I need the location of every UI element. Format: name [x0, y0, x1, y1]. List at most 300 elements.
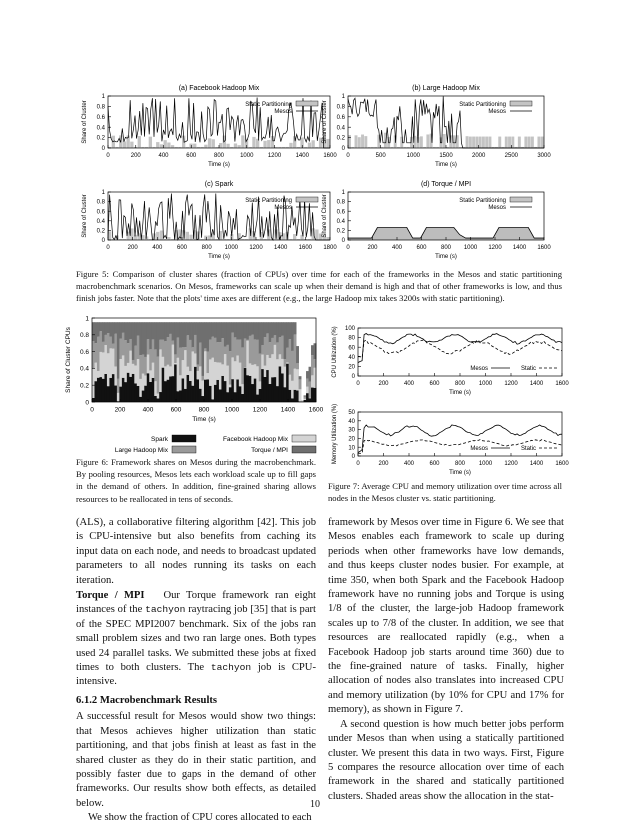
fig6-area-segment [294, 390, 297, 402]
fig6-area-segment [251, 365, 254, 384]
fig6-area-segment [306, 379, 309, 387]
fig5-panel-2-xtick-label: 3000 [537, 153, 551, 159]
fig7-cpu-axes [332, 326, 569, 396]
fig6-area-segment [274, 345, 277, 377]
fig5-panel-1-static-bar [164, 140, 167, 148]
fig6-area-segment [261, 369, 264, 402]
fig6-area-segment [92, 341, 95, 368]
fig6-area-segment [189, 371, 192, 381]
fig5-panel-2-ytick-label: 1 [341, 94, 345, 101]
fig5-panel-2-static-bar [358, 137, 361, 148]
fig6-area-segment [216, 322, 219, 342]
fig6-area-segment [216, 342, 219, 362]
fig6-area-segment [139, 397, 142, 402]
fig6-area-segment [169, 334, 172, 366]
fig5-panel-2-xtick-label: 500 [375, 153, 386, 159]
figure-6-caption: Figure 6: Framework shares on Mesos during the macrobenchmark. By pooling resources, Mesos lets each workload scale up to fill gaps in the demand of others. In addition, fine-grained sharing allows resources to be reallocated in tens of seconds. [76, 457, 316, 504]
fig6-area-segment [294, 334, 297, 368]
fig6-xtick-label: 600 [170, 406, 182, 414]
fig7-mem-ytick-label: 0 [351, 454, 355, 461]
fig7-cpu-xtick-label: 1600 [555, 381, 569, 387]
fig6-area-segment [122, 355, 125, 377]
fig6-area-segment [192, 386, 195, 402]
fig6-area-segment [97, 378, 100, 402]
fig6-ytick-label: 0.6 [79, 348, 89, 356]
fig6-area-segment [114, 386, 117, 402]
fig6-xtick-label: 1200 [252, 406, 268, 414]
fig5-panel-3-title: (c) Spark [204, 181, 234, 188]
fig6-area-segment [246, 375, 249, 402]
fig5-panel-1-xtick-label: 1200 [267, 153, 282, 159]
fig6-area-segment [236, 379, 239, 402]
fig6-area-segment [289, 322, 292, 339]
fig6-area-segment [234, 361, 237, 392]
fig5-panel-2-xtick-label: 0 [346, 153, 350, 159]
fig6-area-segment [177, 337, 180, 357]
fig6-area-segment [254, 339, 257, 364]
fig5-panel-3-static-bar [167, 237, 170, 240]
fig6-area-segment [172, 345, 175, 377]
fig5-panel-3-ytick-label: 0.4 [96, 218, 105, 225]
fig5-panel-1-xlabel: Time (s) [208, 162, 230, 168]
fig7-mem-ylabel: Memory Utilization (%) [332, 403, 338, 465]
fig6-area-segment [154, 381, 157, 396]
fig6-area-segment [194, 322, 197, 335]
fig6-area-segment [149, 322, 152, 349]
fig6-area-segment [249, 363, 252, 375]
fig6-area-segment [271, 354, 274, 377]
fig6-area-segment [271, 338, 274, 354]
fig6-area-segment [219, 322, 222, 342]
fig6-area-segment [214, 385, 217, 402]
fig6-area-segment [117, 393, 120, 401]
fig5-panel-2-ytick-label: 0.8 [336, 104, 345, 111]
fig7-mem-legend-static: Static [520, 446, 536, 452]
fig7-mem-legend-mesos: Mesos [470, 446, 488, 452]
fig6-area-segment [299, 376, 302, 379]
fig6-area-segment [254, 364, 257, 378]
paragraph-results: A successful result for Mesos would show two things: that Mesos achieves higher utilization than static partitioning, and that jobs finish at least as fast in the shared cluster as they do in their static partition, and possibly faster due to gaps in the demand of other frameworks. Our results show both effects, as detailed below. [76, 711, 316, 809]
fig6-area-segment [199, 343, 202, 367]
fig6-area-segment [276, 342, 279, 359]
fig6-area-segment [169, 366, 172, 376]
fig6-area-segment [256, 340, 259, 366]
fig5-panel-1-static-bar [171, 145, 174, 148]
fig6-area-segment [229, 387, 232, 402]
fig6-area-segment [179, 322, 182, 347]
fig6-area-segment [229, 322, 232, 351]
fig7-cpu-xtick-label: 400 [403, 381, 415, 387]
fig6-area-segment [152, 363, 155, 378]
fig5-panel-1-static-bar [212, 139, 215, 148]
fig5-panel-4-ylabel: Share of Cluster [322, 194, 328, 238]
fig6-area-segment [289, 339, 292, 375]
fig6-area-segment [279, 337, 282, 354]
fig6-area-segment [119, 322, 122, 338]
fig6-area-segment [119, 339, 122, 359]
fig5-panel-1-static-bar [226, 144, 229, 148]
fig6-area-segment [219, 342, 222, 362]
fig6-area-segment [276, 386, 279, 402]
fig6-area-segment [296, 369, 299, 390]
fig6-xlabel: Time (s) [192, 416, 216, 423]
fig6-xtick-label: 200 [114, 406, 126, 414]
fig6-area-segment [129, 351, 132, 377]
fig6-legend-fb-swatch [292, 435, 316, 442]
fig5-panel-4-xtick-label: 0 [346, 245, 350, 251]
fig6-area-segment [239, 340, 242, 363]
fig7-cpu-xtick-label: 0 [356, 381, 360, 387]
fig6-area-segment [172, 322, 175, 340]
fig6-area-segment [162, 340, 165, 357]
fig6-area-segment [114, 366, 117, 385]
fig5-panel-4-xtick-label: 600 [416, 245, 427, 251]
fig5-panel-1-xtick-label: 1400 [295, 153, 309, 159]
figure-5 [62, 76, 562, 266]
fig6-area-segment [99, 322, 102, 331]
fig5-panel-2-ytick-label: 0.6 [336, 114, 345, 121]
fig5-panel-1-xtick-label: 800 [213, 153, 225, 159]
fig5-panel-3-ytick-label: 0.2 [96, 228, 105, 235]
section-heading: 6.1.2 Macrobenchmark Results [76, 694, 218, 706]
fig5-panel-1-static-bar [123, 141, 126, 148]
fig6-area-segment [129, 339, 132, 351]
fig6-area-segment [184, 389, 187, 402]
fig6-legend-spark-swatch [172, 435, 196, 442]
fig6-area-segment [311, 345, 314, 355]
fig6-area-segment [107, 386, 110, 402]
fig6-area-segment [139, 355, 142, 379]
fig5-panel-3-static-bar [134, 235, 137, 240]
fig6-area-segment [261, 322, 264, 345]
fig6-area-segment [142, 391, 145, 402]
fig5-panel-1-static-bar [263, 141, 266, 148]
torque-text-a: Our Torque framework ran eight instances of the [76, 590, 316, 616]
fig6-area-segment [304, 397, 307, 399]
fig5-panel-2-static-bar [531, 137, 534, 148]
fig6-area-segment [291, 322, 294, 351]
fig6-area-segment [209, 322, 212, 339]
fig6-area-segment [104, 322, 107, 335]
fig5-panel-4-legend-mesos: Mesos [488, 205, 506, 211]
fig6-area-segment [199, 322, 202, 342]
fig6-area-segment [169, 322, 172, 334]
fig5-panel-3-series [108, 194, 330, 241]
fig6-area-segment [97, 322, 100, 337]
fig5-panel-2-static-bar [479, 137, 482, 148]
fig6-area-segment [94, 322, 97, 343]
fig6-area-segment [216, 380, 219, 402]
fig6-area-segment [224, 347, 227, 355]
fig7-cpu-xtick-label: 1200 [504, 381, 518, 387]
fig6-area-segment [206, 352, 209, 373]
fig6-area-segment [157, 394, 160, 399]
fig5-panel-2-static-bar [541, 137, 544, 148]
figure-6-plot [62, 310, 324, 460]
fig6-area-segment [286, 348, 289, 363]
fig7-cpu-xlabel: Time (s) [449, 390, 471, 396]
fig6-area-segment [152, 322, 155, 339]
fig6-area-segment [244, 322, 247, 338]
fig6-area-segment [194, 335, 197, 354]
fig6-area-segment [244, 338, 247, 367]
fig5-panel-3-static-bar [189, 235, 192, 240]
fig6-area-segment [132, 360, 135, 364]
fig5-panel-4-ytick-label: 0.2 [336, 228, 345, 235]
fig7-mem-ytick-label: 50 [348, 410, 355, 417]
fig6-area-segment [137, 336, 140, 359]
fig6-legend-spark: Spark [151, 436, 168, 443]
fig6-area-segment [142, 322, 145, 354]
fig6-ytick-label: 0.2 [79, 382, 89, 390]
fig5-panel-3-legend-mesos: Mesos [274, 205, 292, 211]
fig6-area-segment [184, 322, 187, 347]
fig5-panel-2-xlabel: Time (s) [435, 162, 457, 168]
fig6-area-segment [209, 340, 212, 360]
fig5-panel-2-static-bar [482, 137, 485, 148]
fig6-area-segment [276, 322, 279, 342]
fig5-panel-3-ytick-label: 0.6 [96, 209, 105, 216]
fig6-area-segment [157, 398, 160, 402]
fig5-panel-3-static-bar [293, 234, 296, 240]
fig6-area-segment [241, 394, 244, 402]
fig7-cpu-xtick-label: 1400 [529, 381, 544, 387]
fig5-panel-2-static-bar [426, 134, 429, 148]
page-number: 10 [310, 799, 320, 810]
fig6-area-segment [127, 373, 130, 402]
fig6-area-segment [182, 322, 185, 347]
fig6-area-segment [159, 322, 162, 340]
fig6-area-segment [147, 373, 150, 402]
code-tachyon-2: tachyon [210, 662, 252, 674]
fig6-area-segment [114, 322, 117, 334]
fig6-area-segment [122, 322, 125, 333]
fig6-area-segment [94, 381, 97, 402]
fig6-xtick-label: 1000 [224, 406, 240, 414]
fig6-area-segment [119, 359, 122, 387]
fig5-panel-4-title: (d) Torque / MPI [420, 181, 472, 188]
fig6-area-segment [289, 375, 292, 390]
fig6-area-segment [132, 364, 135, 374]
fig6-area-segment [284, 367, 287, 388]
fig5-panel-1-ytick-label: 0.6 [96, 114, 105, 121]
fig6-area-segment [134, 322, 137, 345]
fig6-ytick-label: 1 [85, 315, 89, 323]
fig5-panel-2-static-bar [498, 137, 501, 148]
fig6-area-segment [204, 380, 207, 402]
fig7-mem-xtick-label: 1400 [529, 461, 544, 467]
fig6-area-segment [234, 337, 237, 361]
fig7-mem-axes [332, 404, 569, 476]
fig5-panel-3-static-bar [312, 228, 315, 240]
fig6-ytick-label: 0.8 [79, 332, 89, 340]
fig5-panel-2-legend-mesos: Mesos [488, 109, 506, 115]
fig7-mem-xtick-label: 0 [356, 461, 360, 467]
fig6-area-segment [184, 350, 187, 389]
fig6-area-segment [296, 390, 299, 402]
fig6-area-segment [94, 343, 97, 362]
fig6-area-segment [279, 354, 282, 366]
fig6-area-segment [154, 322, 157, 349]
fig6-area-segment [157, 357, 160, 394]
fig6-area-segment [159, 392, 162, 402]
fig6-area-segment [144, 357, 147, 376]
fig6-area-segment [291, 398, 294, 402]
fig6-area-segment [224, 354, 227, 381]
fig6-area-segment [189, 340, 192, 371]
fig7-cpu-ylabel: CPU Utilization (%) [332, 326, 338, 378]
fig6-area-segment [109, 378, 112, 402]
fig5-panel-2-static-bar [528, 137, 531, 148]
fig6-area-segment [174, 322, 177, 354]
fig6-area-segment [164, 381, 167, 402]
fig6-xtick-label: 400 [142, 406, 154, 414]
fig6-area-segment [204, 322, 207, 348]
fig5-panel-1-static-bar [160, 144, 163, 148]
fig6-area-segment [306, 371, 309, 379]
fig6-area-segment [311, 388, 314, 402]
fig5-panel-3-xtick-label: 0 [106, 245, 110, 251]
paragraph-second-question: A second question is how much better jobs perform under Mesos than when using a statically partitioned cluster. We present this data in two ways. First, Figure 5 compares the resource allocation over time of each framework in the shared and statically partitioned clusters. Shaded areas show the allocation in the stat- [328, 718, 564, 802]
fig6-area-segment [224, 381, 227, 402]
fig6-area-segment [139, 322, 142, 355]
fig5-panel-2-xtick-label: 1500 [439, 153, 453, 159]
fig5-panel-1-static-bar [193, 144, 196, 148]
fig6-area-segment [192, 347, 195, 351]
fig5-panel-3-static-bar [204, 236, 207, 240]
fig5-panel-3-xtick-label: 1200 [249, 245, 263, 251]
fig6-area-segment [197, 379, 200, 402]
figure-7 [326, 310, 570, 480]
fig6-area-segment [219, 389, 222, 402]
fig6-area-segment [187, 375, 190, 402]
fig6-area-segment [142, 355, 145, 374]
fig5-panel-3-xlabel: Time (s) [208, 254, 230, 260]
fig5-panel-3-xtick-label: 800 [201, 245, 212, 251]
fig5-panel-2-static-bar [469, 137, 472, 148]
fig6-area-segment [124, 366, 127, 382]
fig5-panel-3-ytick-label: 1 [101, 190, 105, 197]
fig6-area-segment [157, 322, 160, 356]
fig6-area-segment [249, 322, 252, 336]
fig7-mem-xtick-label: 800 [454, 461, 466, 467]
fig6-area-segment [124, 340, 127, 366]
fig6-area-segment [127, 343, 130, 363]
fig6-area-segment [226, 345, 229, 366]
fig5-panel-4-ytick-label: 1 [341, 190, 345, 197]
fig6-area-segment [164, 366, 167, 381]
fig6-area-segment [99, 331, 102, 352]
fig6-area-segment [162, 322, 165, 339]
figure-5-plots [62, 76, 562, 266]
fig6-area-segment [104, 335, 107, 345]
fig6-area-segment [219, 363, 222, 390]
fig6-area-segment [209, 359, 212, 385]
fig6-area-segment [234, 392, 237, 402]
fig6-area-segment [266, 333, 269, 355]
fig6-area-segment [202, 376, 205, 381]
fig5-panel-4-xtick-label: 1000 [463, 245, 478, 251]
fig6-area-segment [204, 348, 207, 351]
fig6-area-segment [231, 357, 234, 379]
fig5-panel-1-static-bar [167, 143, 170, 148]
fig5-panel-3-xtick-label: 200 [127, 245, 138, 251]
paragraph-als: (ALS), a collaborative filtering algorithm [42]. This job is CPU-intensive but also benefits from caching its input data on each node, and needs to broadcast updated parameters to all nodes running its tasks on each iteration. [76, 517, 316, 586]
fig5-panel-1-xtick-label: 200 [130, 153, 141, 159]
fig6-area-segment [167, 380, 170, 402]
fig6-area-segment [199, 389, 202, 402]
fig6-area-segment [149, 349, 152, 370]
fig6-area-segment [102, 342, 105, 353]
fig6-area-segment [142, 374, 145, 391]
fig7-cpu-ytick-label: 40 [348, 354, 355, 361]
fig5-panel-1-xtick-label: 1600 [323, 153, 337, 159]
fig5-panel-2-static-bar [348, 135, 351, 148]
fig6-area-segment [221, 322, 224, 338]
fig6-area-segment [169, 377, 172, 402]
fig6-area-segment [206, 379, 209, 402]
fig6-area-segment [299, 379, 302, 389]
fig6-area-segment [147, 322, 150, 339]
fig6-area-segment [189, 381, 192, 402]
fig6-area-segment [251, 384, 254, 402]
fig6-area-segment [206, 322, 209, 351]
fig6-area-segment [117, 379, 120, 393]
fig5-panel-2-series [348, 96, 544, 148]
fig6-legend-fb: Facebook Hadoop Mix [222, 436, 288, 443]
fig6-legend-large-swatch [172, 446, 196, 453]
fig6-area-segment [137, 322, 140, 335]
paragraph-fraction: We show the fraction of CPU cores allocated to each [88, 812, 312, 824]
fig6-area-segment [97, 371, 100, 378]
fig5-panel-3-ylabel: Share of Cluster [82, 194, 88, 238]
fig6-area-segment [179, 348, 182, 376]
fig6-area-segment [144, 386, 147, 402]
fig6-area-segment [194, 353, 197, 366]
right-column [328, 516, 564, 804]
fig6-area-segment [107, 322, 110, 333]
fig5-panel-2-xtick-label: 1000 [406, 153, 421, 159]
fig6-xtick-label: 800 [198, 406, 210, 414]
fig6-area-segment [147, 354, 150, 373]
fig6-area-segment [221, 376, 224, 402]
fig5-panel-1-static-bar [252, 137, 255, 148]
fig6-xtick-label: 1400 [280, 406, 296, 414]
fig5-panel-2-static-bar [524, 137, 527, 148]
fig6-area-segment [211, 358, 214, 400]
fig5-panel-1-ytick-label: 0.8 [96, 104, 105, 111]
fig5-panel-3-ytick-label: 0.8 [96, 199, 105, 206]
fig6-area-segment [197, 365, 200, 371]
fig6-area-segment [194, 367, 197, 402]
fig7-mem-ytick-label: 40 [348, 418, 355, 425]
fig6-area-segment [249, 336, 252, 363]
fig6-area-segment [271, 377, 274, 402]
fig6-area-segment [149, 382, 152, 402]
fig7-cpu-legend-static: Static [520, 366, 536, 372]
left-column [76, 516, 316, 826]
fig5-panel-4-ytick-label: 0.8 [336, 199, 345, 206]
fig6-area-segment [251, 322, 254, 335]
fig6-area-segment [122, 333, 125, 356]
fig6-area-segment [231, 332, 234, 357]
fig6-area-segment [109, 337, 112, 349]
fig6-area-segment [204, 351, 207, 379]
fig6-area-segment [127, 363, 130, 373]
fig6-area-segment [112, 344, 115, 349]
fig6-area-segment [109, 348, 112, 378]
figure-7-caption: Figure 7: Average CPU and memory utilization over time across all nodes in the Mesos cluster vs. static partitioning. [328, 481, 562, 504]
